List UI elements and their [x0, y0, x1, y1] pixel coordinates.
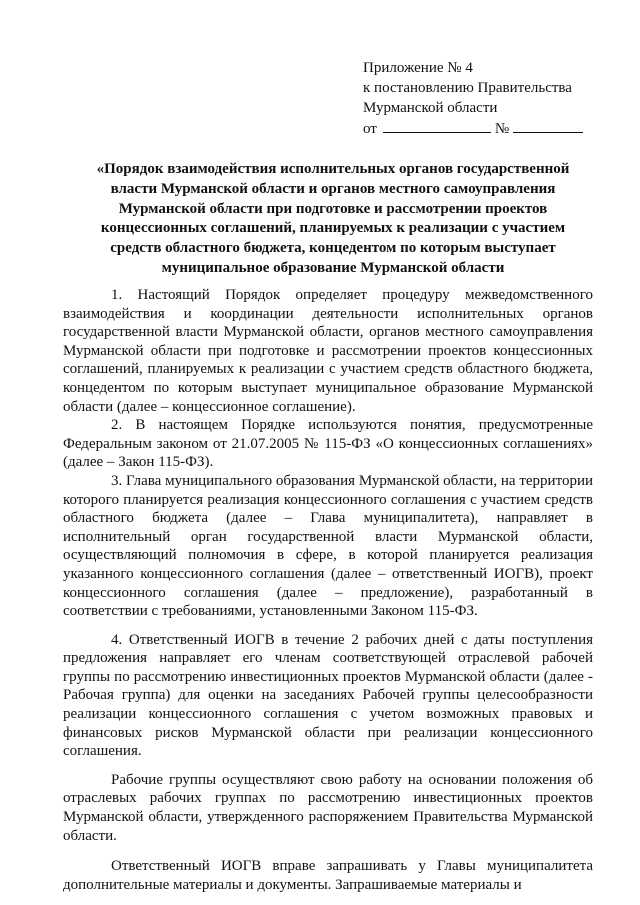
appendix-block [363, 58, 623, 139]
paragraph-5: Рабочие группы осуществляют свою работу на основании положения об отраслевых рабочих группах по рассмотрению инвестиционных проектов Мурманской области, утвержденного распоряжением Правительства Мурманской области. [63, 771, 593, 844]
appendix-number-sign: № [494, 121, 510, 137]
paragraph-1: 1. Настоящий Порядок определяет процедуру межведомственного взаимодействия и координации деятельности исполнительных органов государственной власти Мурманской области, органов местного самоуправления Мурманской области при подготовке и рассмотрении проектов концессионных соглашений, планируемых к реализации с участием средств областного бюджета, концедентом по которым выступает муниципальное образование Мурманской области (далее – концессионное соглашение). [63, 287, 593, 415]
appendix-from-label: от [363, 121, 377, 137]
date-blank [383, 118, 491, 133]
appendix-decree-ref: к постановлению Правительства [363, 80, 572, 96]
number-blank [513, 118, 583, 133]
document-body [63, 286, 593, 894]
paragraph-2: 2. В настоящем Порядке используются понятия, предусмотренные Федеральным законом от 21.07.2005 № 115-ФЗ «О концессионных соглашениях» (далее – Закон 115-ФЗ). [63, 417, 593, 471]
appendix-region: Мурманской области [363, 100, 498, 116]
document-title: «Порядок взаимодействия исполнительных органов государственной власти Мурманской области и органов местного самоуправления Мурманской области при подготовке и рассмотрении проектов концессионных соглашений, планируемых к реализации с участием средств областного бюджета, концедентом по которым выступает муниципальное образование Мурманской области [96, 161, 570, 276]
paragraph-3: 3. Глава муниципального образования Мурманской области, на территории которого планируется реализация концессионного соглашения с участием средств областного бюджета (далее – Глава муниципалитета), направляет в исполнительный орган государственной власти Мурманской области, осуществляющий полномочия в сфере, в которой планируется реализация указанного концессионного соглашения (далее – ответственный ИОГВ), проект концессионного соглашения (далее – предложение), разработанный в соответствии с требованиями, установленными Законом 115-ФЗ. [63, 472, 593, 620]
paragraph-6: Ответственный ИОГВ вправе запрашивать у Главы муниципалитета дополнительные материалы и документы. Запрашиваемые материалы и [63, 858, 593, 893]
appendix-number: Приложение № 4 [363, 60, 473, 76]
appendix-date-number-line [363, 118, 623, 139]
paragraph-4: 4. Ответственный ИОГВ в течение 2 рабочих дней с даты поступления предложения направляет его членам соответствующей отраслевой рабочей группы по рассмотрению инвестиционных проектов Мурманской области (далее - Рабочая группа) для оценки на заседаниях Рабочей группы целесообразности реализации концессионного соглашения с учетом возможных правовых и финансовых рисков Мурманской области при реализации концессионного соглашения. [63, 631, 593, 760]
